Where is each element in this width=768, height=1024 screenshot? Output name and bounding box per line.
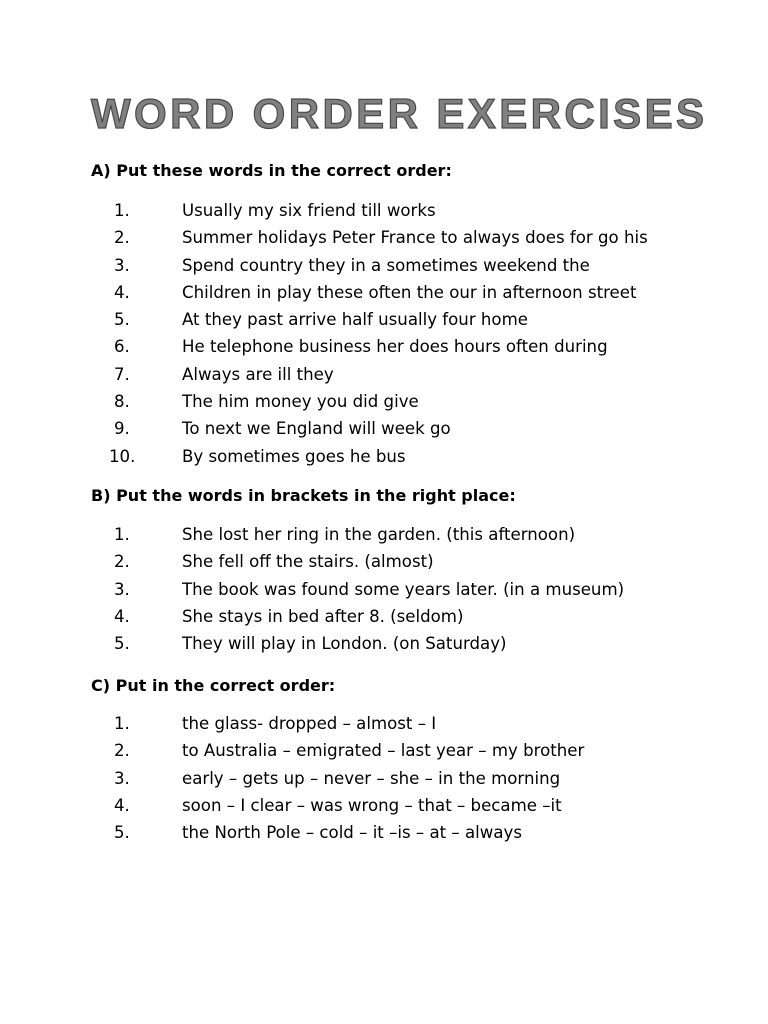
section-a-heading: A) Put these words in the correct order: xyxy=(91,161,452,180)
item-text: They will play in London. (on Saturday) xyxy=(182,634,507,654)
item-text: the glass- dropped – almost – I xyxy=(182,714,437,733)
item-text: Children in play these often the our in afternoon street xyxy=(182,282,637,302)
item-number: 3. xyxy=(114,579,130,599)
item-text: The him money you did give xyxy=(182,392,419,412)
page-title: WORD ORDER EXERCISES xyxy=(91,90,708,137)
item-number: 2. xyxy=(114,228,130,248)
item-number: 2. xyxy=(114,552,130,572)
item-number: 5. xyxy=(114,310,130,330)
item-number: 3. xyxy=(114,768,130,788)
item-text: Spend country they in a sometimes weekend the xyxy=(182,255,590,275)
item-number: 3. xyxy=(114,255,130,275)
item-number: 8. xyxy=(114,392,130,412)
item-text: early – gets up – never – she – in the morning xyxy=(182,768,561,788)
item-number: 1. xyxy=(114,201,130,220)
item-text: the North Pole – cold – it –is – at – always xyxy=(182,823,522,843)
item-text: Always are ill they xyxy=(182,364,334,384)
item-text: At they past arrive half usually four home xyxy=(182,310,528,330)
item-text: soon – I clear – was wrong – that – became –it xyxy=(182,795,562,815)
item-text: She stays in bed after 8. (seldom) xyxy=(182,606,464,626)
item-text: Summer holidays Peter France to always does for go his xyxy=(182,228,648,248)
item-number: 2. xyxy=(114,741,130,761)
item-number: 5. xyxy=(114,823,130,843)
item-text: He telephone business her does hours often during xyxy=(182,337,608,357)
item-number: 6. xyxy=(114,337,130,357)
item-text: To next we England will week go xyxy=(182,419,451,439)
item-number: 9. xyxy=(114,419,130,439)
item-text: to Australia – emigrated – last year – my brother xyxy=(182,741,585,761)
item-text: She lost her ring in the garden. (this afternoon) xyxy=(182,525,576,544)
item-text: She fell off the stairs. (almost) xyxy=(182,552,434,572)
item-number: 10. xyxy=(109,446,136,466)
item-number: 5. xyxy=(114,634,130,654)
item-number: 1. xyxy=(114,714,130,733)
item-text: By sometimes goes he bus xyxy=(182,446,406,466)
item-number: 4. xyxy=(114,795,130,815)
item-number: 4. xyxy=(114,606,130,626)
item-text: The book was found some years later. (in a museum) xyxy=(182,579,625,599)
item-number: 1. xyxy=(114,525,130,544)
section-b-heading: B) Put the words in brackets in the right place: xyxy=(91,486,516,505)
section-c-heading: C) Put in the correct order: xyxy=(91,676,336,695)
item-number: 7. xyxy=(114,364,130,384)
item-number: 4. xyxy=(114,282,130,302)
item-text: Usually my six friend till works xyxy=(182,201,436,220)
